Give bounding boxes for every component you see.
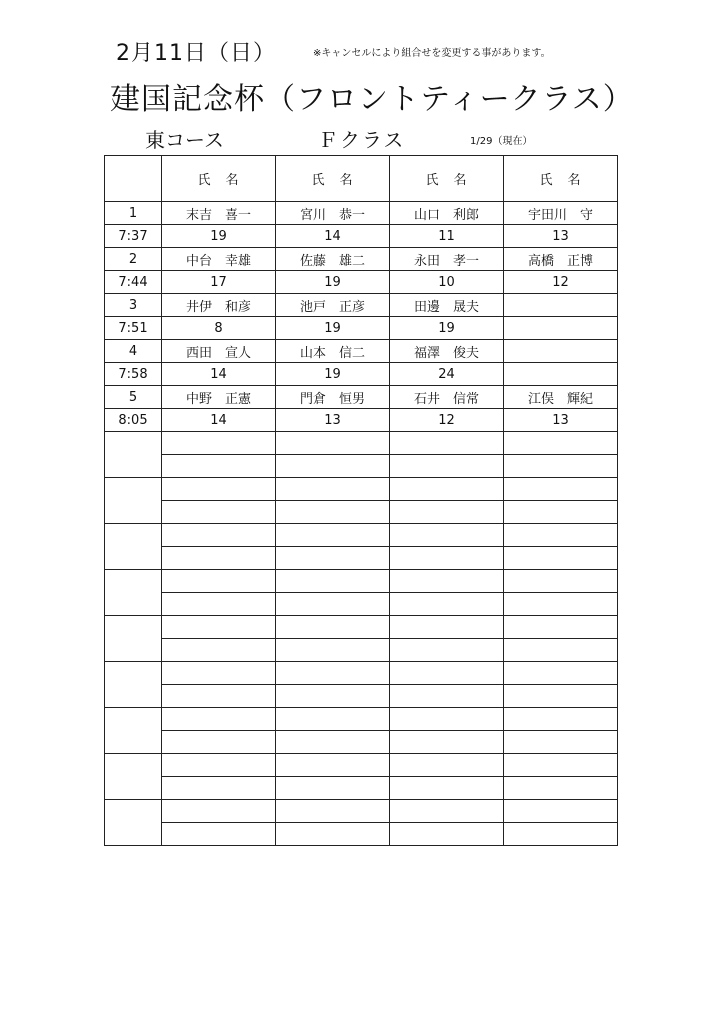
page-title: 建国記念杯（フロントティークラス） <box>110 82 634 117</box>
column-header: 氏 名 <box>390 156 504 202</box>
empty-cell <box>504 432 618 455</box>
empty-row <box>105 754 618 777</box>
player-name <box>504 294 618 317</box>
empty-cell <box>276 754 390 777</box>
class-name: Ｆクラス <box>318 128 406 152</box>
player-name: 江俣 輝紀 <box>504 386 618 409</box>
group-number: 4 <box>105 340 162 363</box>
player-name <box>504 340 618 363</box>
empty-cell <box>504 662 618 685</box>
empty-cell <box>390 731 504 754</box>
empty-cell <box>504 800 618 823</box>
player-name: 中台 幸雄 <box>162 248 276 271</box>
empty-cell <box>390 639 504 662</box>
empty-cell <box>162 432 276 455</box>
group-number: 1 <box>105 202 162 225</box>
player-handicap: 14 <box>162 363 276 386</box>
player-handicap: 24 <box>390 363 504 386</box>
empty-cell <box>504 777 618 800</box>
group-hdcp-row <box>105 409 618 432</box>
as-of-date: 1/29（現在） <box>470 136 533 147</box>
empty-cell <box>390 593 504 616</box>
empty-cell <box>162 685 276 708</box>
empty-cell <box>162 777 276 800</box>
course-name: 東コース <box>145 128 224 152</box>
player-name: 田邊 晟夫 <box>390 294 504 317</box>
empty-cell <box>390 662 504 685</box>
empty-cell <box>162 731 276 754</box>
empty-row <box>105 708 618 731</box>
empty-row <box>105 432 618 455</box>
empty-group-cell <box>105 708 162 754</box>
empty-cell <box>504 593 618 616</box>
empty-cell <box>504 524 618 547</box>
empty-cell <box>504 570 618 593</box>
empty-row <box>105 685 618 708</box>
empty-cell <box>504 823 618 846</box>
empty-cell <box>276 432 390 455</box>
player-handicap: 14 <box>162 409 276 432</box>
empty-cell <box>504 685 618 708</box>
empty-group-cell <box>105 800 162 846</box>
empty-cell <box>504 455 618 478</box>
group-hdcp-row <box>105 363 618 386</box>
empty-cell <box>390 455 504 478</box>
empty-row <box>105 777 618 800</box>
empty-cell <box>162 501 276 524</box>
empty-row <box>105 524 618 547</box>
empty-cell <box>390 823 504 846</box>
player-handicap: 14 <box>276 225 390 248</box>
cancellation-note: ※キャンセルにより組合せを変更する事があります。 <box>313 48 551 59</box>
player-handicap <box>504 363 618 386</box>
event-date: 2月11日（日） <box>116 41 276 66</box>
column-header: 氏 名 <box>162 156 276 202</box>
empty-row <box>105 662 618 685</box>
empty-cell <box>162 800 276 823</box>
group-hdcp-row <box>105 225 618 248</box>
empty-cell <box>390 685 504 708</box>
player-name: 高橋 正博 <box>504 248 618 271</box>
player-handicap: 19 <box>276 363 390 386</box>
player-name: 福澤 俊夫 <box>390 340 504 363</box>
empty-cell <box>504 754 618 777</box>
player-name: 中野 正憲 <box>162 386 276 409</box>
empty-row <box>105 570 618 593</box>
empty-group-cell <box>105 616 162 662</box>
player-handicap <box>504 317 618 340</box>
group-number: 2 <box>105 248 162 271</box>
empty-row <box>105 455 618 478</box>
player-handicap: 13 <box>504 225 618 248</box>
empty-cell <box>504 501 618 524</box>
empty-cell <box>276 639 390 662</box>
group-number: 5 <box>105 386 162 409</box>
group-number: 3 <box>105 294 162 317</box>
empty-row <box>105 731 618 754</box>
player-handicap: 13 <box>504 409 618 432</box>
player-name: 門倉 恒男 <box>276 386 390 409</box>
group-name-row <box>105 386 618 409</box>
empty-cell <box>390 547 504 570</box>
player-handicap: 8 <box>162 317 276 340</box>
empty-cell <box>162 478 276 501</box>
empty-cell <box>276 777 390 800</box>
player-name: 西田 宣人 <box>162 340 276 363</box>
empty-cell <box>162 524 276 547</box>
tee-time: 7:44 <box>105 271 162 294</box>
player-name: 宇田川 守 <box>504 202 618 225</box>
header-corner <box>105 156 162 202</box>
empty-cell <box>162 616 276 639</box>
empty-cell <box>276 524 390 547</box>
player-name: 永田 孝一 <box>390 248 504 271</box>
empty-cell <box>162 455 276 478</box>
column-header: 氏 名 <box>504 156 618 202</box>
tee-time: 8:05 <box>105 409 162 432</box>
empty-cell <box>504 708 618 731</box>
player-handicap: 12 <box>504 271 618 294</box>
player-handicap: 19 <box>276 271 390 294</box>
group-name-row <box>105 248 618 271</box>
empty-row <box>105 593 618 616</box>
empty-row <box>105 616 618 639</box>
empty-cell <box>390 570 504 593</box>
group-name-row <box>105 294 618 317</box>
header-row <box>105 156 618 202</box>
empty-cell <box>276 685 390 708</box>
tee-time: 7:58 <box>105 363 162 386</box>
empty-cell <box>276 478 390 501</box>
player-handicap: 13 <box>276 409 390 432</box>
group-hdcp-row <box>105 317 618 340</box>
empty-cell <box>504 478 618 501</box>
empty-cell <box>504 616 618 639</box>
player-name: 末吉 喜一 <box>162 202 276 225</box>
player-name: 山口 利郎 <box>390 202 504 225</box>
empty-cell <box>390 754 504 777</box>
empty-group-cell <box>105 754 162 800</box>
empty-cell <box>390 524 504 547</box>
player-handicap: 12 <box>390 409 504 432</box>
empty-cell <box>276 800 390 823</box>
empty-cell <box>276 593 390 616</box>
empty-cell <box>390 777 504 800</box>
empty-cell <box>276 455 390 478</box>
empty-cell <box>162 754 276 777</box>
group-name-row <box>105 202 618 225</box>
empty-cell <box>276 501 390 524</box>
player-handicap: 19 <box>162 225 276 248</box>
empty-cell <box>162 823 276 846</box>
empty-cell <box>162 708 276 731</box>
empty-cell <box>162 593 276 616</box>
player-name: 山本 信二 <box>276 340 390 363</box>
empty-cell <box>276 708 390 731</box>
empty-row <box>105 547 618 570</box>
empty-cell <box>276 823 390 846</box>
empty-cell <box>162 547 276 570</box>
empty-cell <box>390 616 504 639</box>
empty-group-cell <box>105 662 162 708</box>
empty-cell <box>276 570 390 593</box>
empty-cell <box>162 639 276 662</box>
empty-cell <box>504 547 618 570</box>
empty-cell <box>276 547 390 570</box>
group-hdcp-row <box>105 271 618 294</box>
empty-cell <box>276 662 390 685</box>
player-handicap: 10 <box>390 271 504 294</box>
player-name: 佐藤 雄二 <box>276 248 390 271</box>
empty-cell <box>504 639 618 662</box>
empty-group-cell <box>105 432 162 478</box>
tee-time: 7:51 <box>105 317 162 340</box>
column-header: 氏 名 <box>276 156 390 202</box>
empty-row <box>105 639 618 662</box>
empty-cell <box>276 616 390 639</box>
empty-row <box>105 800 618 823</box>
player-handicap: 19 <box>390 317 504 340</box>
empty-cell <box>162 570 276 593</box>
empty-group-cell <box>105 478 162 524</box>
empty-row <box>105 501 618 524</box>
player-handicap: 11 <box>390 225 504 248</box>
empty-row <box>105 478 618 501</box>
empty-row <box>105 823 618 846</box>
player-name: 石井 信常 <box>390 386 504 409</box>
empty-cell <box>390 501 504 524</box>
player-name: 宮川 恭一 <box>276 202 390 225</box>
empty-cell <box>276 731 390 754</box>
player-handicap: 17 <box>162 271 276 294</box>
tee-time: 7:37 <box>105 225 162 248</box>
empty-cell <box>390 800 504 823</box>
player-name: 井伊 和彦 <box>162 294 276 317</box>
empty-cell <box>390 478 504 501</box>
empty-cell <box>162 662 276 685</box>
empty-cell <box>390 708 504 731</box>
empty-group-cell <box>105 524 162 570</box>
player-name: 池戸 正彦 <box>276 294 390 317</box>
player-handicap: 19 <box>276 317 390 340</box>
empty-cell <box>390 432 504 455</box>
group-name-row <box>105 340 618 363</box>
empty-cell <box>504 731 618 754</box>
empty-group-cell <box>105 570 162 616</box>
pairing-table <box>104 155 618 846</box>
